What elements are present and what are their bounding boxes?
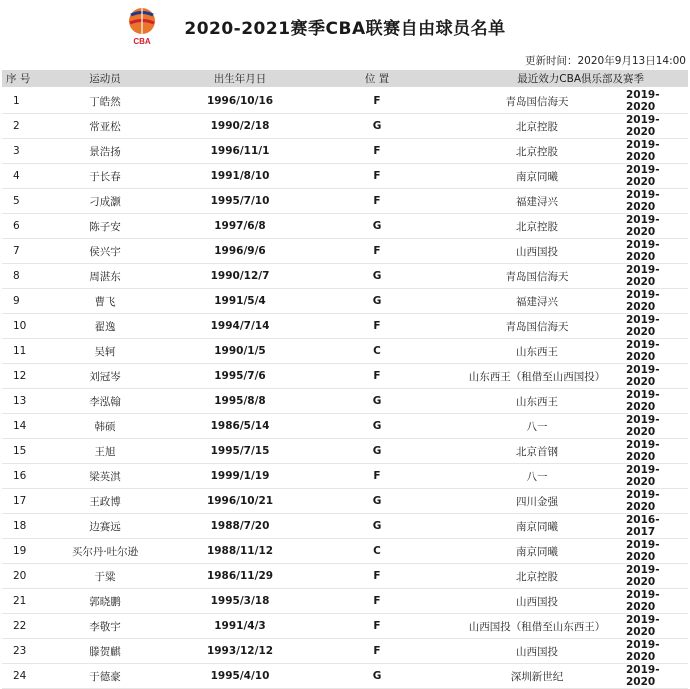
free-agent-table: [2, 70, 688, 689]
cell-position: G: [308, 514, 446, 539]
cell-position: F: [308, 364, 446, 389]
cell-no: 13: [2, 389, 38, 414]
table-header: [2, 70, 688, 88]
cell-name: 翟逸: [38, 314, 172, 339]
cell-season: 2019-2020: [622, 189, 688, 214]
cell-season: 2019-2020: [622, 214, 688, 239]
cell-season: 2019-2020: [622, 539, 688, 564]
cell-name: 王旭: [38, 439, 172, 464]
header-no: 序 号: [2, 70, 38, 88]
cell-name: 于德豪: [38, 664, 172, 689]
cell-no: 8: [2, 264, 38, 289]
cell-season: 2019-2020: [622, 614, 688, 639]
cell-club: 青岛国信海天: [446, 264, 622, 289]
cell-season: 2019-2020: [622, 489, 688, 514]
cell-birth: 1993/12/12: [172, 639, 308, 664]
cell-position: F: [308, 589, 446, 614]
cell-name: 于粱: [38, 564, 172, 589]
cell-name: 曹飞: [38, 289, 172, 314]
cell-club: 北京控股: [446, 139, 622, 164]
table-row: [2, 164, 688, 189]
cell-name: 边赛远: [38, 514, 172, 539]
cell-season: 2019-2020: [622, 88, 688, 114]
cell-no: 7: [2, 239, 38, 264]
cell-no: 18: [2, 514, 38, 539]
cell-season: 2019-2020: [622, 389, 688, 414]
cell-position: G: [308, 214, 446, 239]
cell-position: C: [308, 339, 446, 364]
cell-birth: 1988/7/20: [172, 514, 308, 539]
cell-position: F: [308, 239, 446, 264]
cell-name: 丁皓然: [38, 88, 172, 114]
cell-position: G: [308, 414, 446, 439]
cell-season: 2019-2020: [622, 439, 688, 464]
cell-club: 福建浔兴: [446, 189, 622, 214]
cell-club: 四川金强: [446, 489, 622, 514]
cell-position: F: [308, 314, 446, 339]
table-row: [2, 189, 688, 214]
table-row: [2, 389, 688, 414]
cell-name: 陈子安: [38, 214, 172, 239]
cell-no: 2: [2, 114, 38, 139]
table-row: [2, 339, 688, 364]
cell-season: 2019-2020: [622, 114, 688, 139]
cell-club: 青岛国信海天: [446, 88, 622, 114]
table-row: [2, 88, 688, 114]
table-row: [2, 139, 688, 164]
cell-no: 15: [2, 439, 38, 464]
cell-no: 3: [2, 139, 38, 164]
page-header: [0, 0, 690, 52]
header-position: 位 置: [308, 70, 446, 88]
cell-name: 买尔丹·吐尔逊: [38, 539, 172, 564]
cell-no: 24: [2, 664, 38, 689]
cell-no: 5: [2, 189, 38, 214]
cell-position: F: [308, 139, 446, 164]
table-row: [2, 539, 688, 564]
table-row: [2, 464, 688, 489]
cell-club: 山东西王（租借至山西国投）: [446, 364, 622, 389]
cell-no: 19: [2, 539, 38, 564]
cell-club: 山西国投: [446, 239, 622, 264]
cell-club: 南京同曦: [446, 539, 622, 564]
cell-club: 八一: [446, 414, 622, 439]
header-name: 运动员: [38, 70, 172, 88]
cell-position: F: [308, 639, 446, 664]
cell-birth: 1990/2/18: [172, 114, 308, 139]
cell-position: G: [308, 489, 446, 514]
table-row: [2, 589, 688, 614]
cell-birth: 1995/4/10: [172, 664, 308, 689]
cell-season: 2019-2020: [622, 239, 688, 264]
cell-no: 20: [2, 564, 38, 589]
cell-position: G: [308, 264, 446, 289]
cell-no: 14: [2, 414, 38, 439]
cell-position: G: [308, 439, 446, 464]
cell-season: 2019-2020: [622, 289, 688, 314]
table-row: [2, 289, 688, 314]
table-row: [2, 239, 688, 264]
cell-no: 23: [2, 639, 38, 664]
table-row: [2, 114, 688, 139]
cell-position: F: [308, 164, 446, 189]
cell-club: 北京控股: [446, 214, 622, 239]
table-row: [2, 489, 688, 514]
table-row: [2, 264, 688, 289]
cell-name: 滕贺麒: [38, 639, 172, 664]
page-title: 2020-2021赛季CBA联赛自由球员名单: [184, 19, 506, 39]
cell-name: 韩硕: [38, 414, 172, 439]
cell-birth: 1995/7/6: [172, 364, 308, 389]
cell-birth: 1990/12/7: [172, 264, 308, 289]
cell-no: 4: [2, 164, 38, 189]
cell-birth: 1996/10/21: [172, 489, 308, 514]
cell-birth: 1991/8/10: [172, 164, 308, 189]
cell-birth: 1988/11/12: [172, 539, 308, 564]
cell-no: 9: [2, 289, 38, 314]
table-row: [2, 514, 688, 539]
cell-no: 17: [2, 489, 38, 514]
logo-text: CBA: [133, 37, 151, 46]
cell-club: 山西国投: [446, 589, 622, 614]
cell-season: 2019-2020: [622, 639, 688, 664]
cell-birth: 1986/5/14: [172, 414, 308, 439]
cell-name: 李泓翰: [38, 389, 172, 414]
cell-name: 景浩扬: [38, 139, 172, 164]
cell-name: 王政博: [38, 489, 172, 514]
cell-name: 于长春: [38, 164, 172, 189]
cell-season: 2019-2020: [622, 339, 688, 364]
cell-no: 10: [2, 314, 38, 339]
cell-birth: 1991/5/4: [172, 289, 308, 314]
cell-club: 北京控股: [446, 114, 622, 139]
cell-name: 刘冠岑: [38, 364, 172, 389]
cell-birth: 1999/1/19: [172, 464, 308, 489]
cell-birth: 1996/9/6: [172, 239, 308, 264]
cell-season: 2019-2020: [622, 464, 688, 489]
cell-position: F: [308, 614, 446, 639]
cell-no: 1: [2, 88, 38, 114]
cell-name: 刁成灏: [38, 189, 172, 214]
cell-birth: 1994/7/14: [172, 314, 308, 339]
cell-birth: 1995/8/8: [172, 389, 308, 414]
table-row: [2, 439, 688, 464]
cell-no: 11: [2, 339, 38, 364]
cell-birth: 1995/7/15: [172, 439, 308, 464]
cell-no: 6: [2, 214, 38, 239]
cell-club: 北京控股: [446, 564, 622, 589]
cell-birth: 1986/11/29: [172, 564, 308, 589]
cell-position: G: [308, 389, 446, 414]
table-row: [2, 314, 688, 339]
table-row: [2, 639, 688, 664]
cell-club: 深圳新世纪: [446, 664, 622, 689]
cell-season: 2019-2020: [622, 264, 688, 289]
header-club-season-label: 最近效力CBA俱乐部及赛季: [517, 73, 644, 85]
cell-season: 2016-2017: [622, 514, 688, 539]
table-row: [2, 414, 688, 439]
cell-season: 2019-2020: [622, 589, 688, 614]
cell-name: 郭晓鹏: [38, 589, 172, 614]
cell-name: 常亚松: [38, 114, 172, 139]
cell-season: 2019-2020: [622, 664, 688, 689]
cell-season: 2019-2020: [622, 564, 688, 589]
cell-birth: 1991/4/3: [172, 614, 308, 639]
cell-club: 青岛国信海天: [446, 314, 622, 339]
update-time: 更新时间：2020年9月13日14:00: [524, 55, 686, 67]
cell-club: 八一: [446, 464, 622, 489]
cell-club: 南京同曦: [446, 164, 622, 189]
table-row: [2, 564, 688, 589]
cell-no: 12: [2, 364, 38, 389]
cell-birth: 1995/3/18: [172, 589, 308, 614]
cell-club: 山西国投（租借至山东西王）: [446, 614, 622, 639]
cell-position: C: [308, 539, 446, 564]
cell-club: 福建浔兴: [446, 289, 622, 314]
cell-club: 山西国投: [446, 639, 622, 664]
cell-position: F: [308, 464, 446, 489]
cell-birth: 1990/1/5: [172, 339, 308, 364]
cell-season: 2019-2020: [622, 164, 688, 189]
cell-season: 2019-2020: [622, 364, 688, 389]
cell-position: F: [308, 564, 446, 589]
header-birth: 出生年月日: [172, 70, 308, 88]
cell-name: 李敬宇: [38, 614, 172, 639]
cell-club: 南京同曦: [446, 514, 622, 539]
cell-club: 山东西王: [446, 389, 622, 414]
table-row: [2, 664, 688, 689]
cell-season: 2019-2020: [622, 414, 688, 439]
cell-season: 2019-2020: [622, 139, 688, 164]
cell-club: 山东西王: [446, 339, 622, 364]
cell-season: 2019-2020: [622, 314, 688, 339]
cell-position: G: [308, 289, 446, 314]
table-body: [2, 88, 688, 689]
table-row: [2, 614, 688, 639]
header-club-season: [446, 70, 688, 88]
cell-position: G: [308, 664, 446, 689]
cell-position: F: [308, 88, 446, 114]
cell-name: 吴轲: [38, 339, 172, 364]
cell-no: 16: [2, 464, 38, 489]
cell-birth: 1996/11/1: [172, 139, 308, 164]
cell-birth: 1996/10/16: [172, 88, 308, 114]
cell-no: 21: [2, 589, 38, 614]
cell-birth: 1997/6/8: [172, 214, 308, 239]
cell-name: 侯兴宇: [38, 239, 172, 264]
cell-name: 周湛东: [38, 264, 172, 289]
table-row: [2, 364, 688, 389]
cell-birth: 1995/7/10: [172, 189, 308, 214]
cell-position: G: [308, 114, 446, 139]
table-row: [2, 214, 688, 239]
cell-name: 梁英淇: [38, 464, 172, 489]
cell-club: 北京首钢: [446, 439, 622, 464]
cell-position: F: [308, 189, 446, 214]
cell-no: 22: [2, 614, 38, 639]
